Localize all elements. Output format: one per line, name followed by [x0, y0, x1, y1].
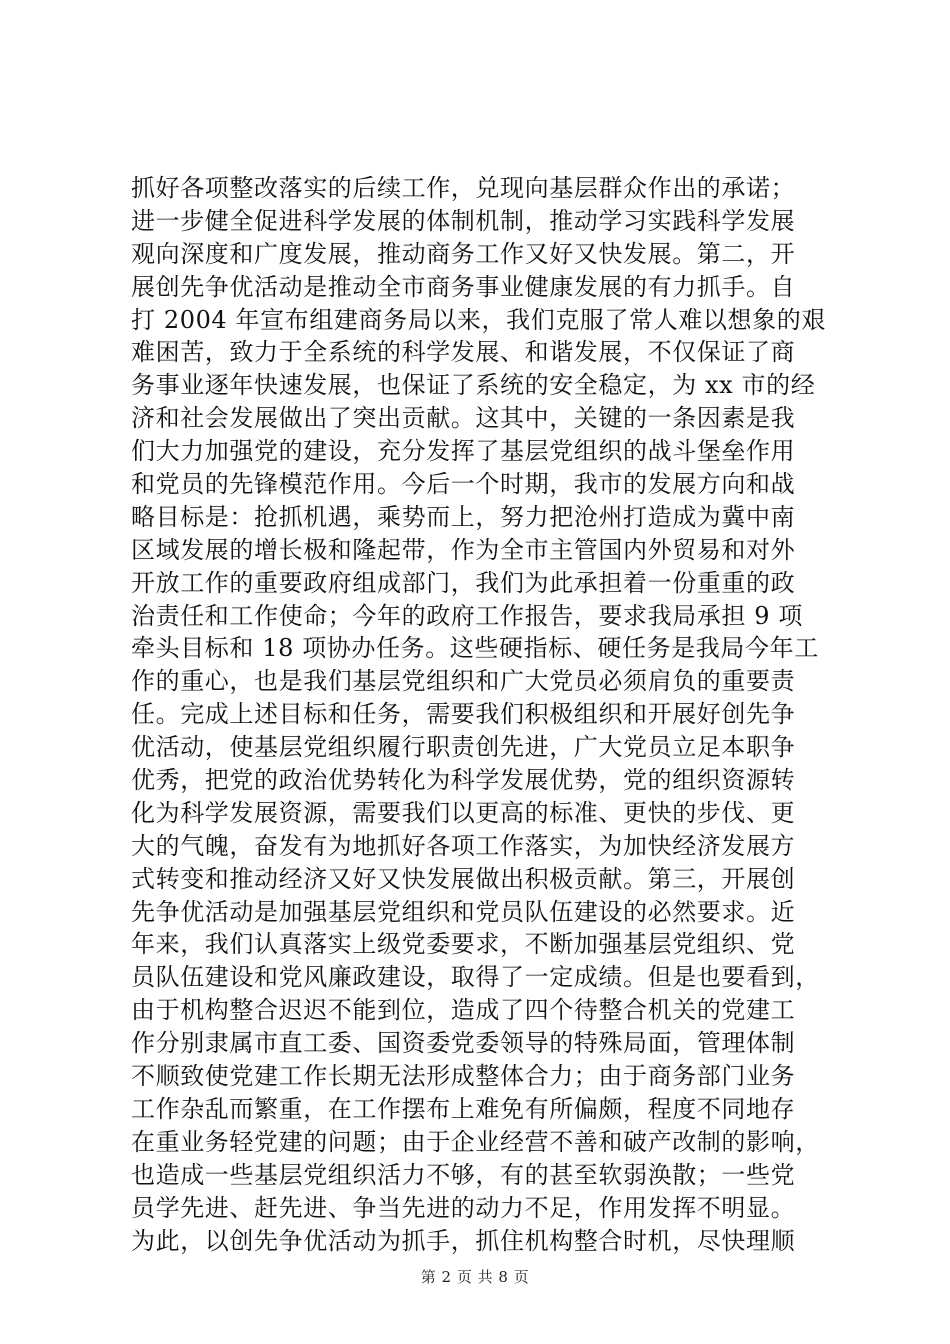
text-line: 员学先进、赶先进、争当先进的动力不足，作用发挥不明显。 — [131, 1193, 796, 1222]
text-line: 抓好各项整改落实的后续工作，兑现向基层群众作出的承诺； — [131, 174, 796, 202]
text-line: 为此，以创先争优活动为抓手，抓住机构整合时机，尽快理顺 — [131, 1226, 796, 1255]
text-line: 不顺致使党建工作长期无法形成整体合力；由于商务部门业务 — [131, 1062, 796, 1091]
text-line: 作的重心，也是我们基层党组织和广大党员必须肩负的重要责 — [131, 667, 796, 696]
text-line: 观向深度和广度发展，推动商务工作又好又快发展。第二，开 — [131, 239, 796, 268]
text-line: 牵头目标和 18 项协办任务。这些硬指标、硬任务是我局今年工 — [131, 634, 819, 663]
text-line: 大的气魄，奋发有为地抓好各项工作落实，为加快经济发展方 — [131, 831, 796, 860]
text-line: 略目标是：抢抓机遇，乘势而上，努力把沧州打造成为冀中南 — [131, 502, 796, 531]
body-text — [131, 172, 831, 1257]
text-line: 先争优活动是加强基层党组织和党员队伍建设的必然要求。近 — [131, 897, 796, 926]
text-line: 也造成一些基层党组织活力不够，有的甚至软弱涣散；一些党 — [131, 1160, 796, 1189]
text-line: 和党员的先锋模范作用。今后一个时期，我市的发展方向和战 — [131, 470, 796, 499]
text-line: 治责任和工作使命；今年的政府工作报告，要求我局承担 9 项 — [131, 601, 803, 630]
text-line: 务事业逐年快速发展，也保证了系统的安全稳定，为 xx 市的经 — [131, 371, 816, 400]
text-line: 作分别隶属市直工委、国资委党委领导的特殊局面，管理体制 — [131, 1029, 796, 1058]
text-line: 任。完成上述目标和任务，需要我们积极组织和开展好创先争 — [131, 700, 796, 729]
text-line: 化为科学发展资源，需要我们以更高的标准、更快的步伐、更 — [131, 798, 796, 827]
text-line: 在重业务轻党建的问题；由于企业经营不善和破产改制的影响， — [131, 1127, 820, 1156]
text-line: 济和社会发展做出了突出贡献。这其中，关键的一条因素是我 — [131, 404, 796, 433]
text-line: 优秀，把党的政治优势转化为科学发展优势，党的组织资源转 — [131, 766, 796, 795]
text-line: 开放工作的重要政府组成部门，我们为此承担着一份重重的政 — [131, 568, 796, 597]
text-line: 们大力加强党的建设，充分发挥了基层党组织的战斗堡垒作用 — [131, 437, 796, 466]
text-line: 员队伍建设和党风廉政建设，取得了一定成绩。但是也要看到， — [131, 963, 820, 992]
text-line: 进一步健全促进科学发展的体制机制，推动学习实践科学发展 — [131, 206, 796, 235]
text-line: 工作杂乱而繁重，在工作摆布上难免有所偏颇，程度不同地存 — [131, 1094, 796, 1123]
text-line: 年来，我们认真落实上级党委要求，不断加强基层党组织、党 — [131, 930, 796, 959]
text-line: 式转变和推动经济又好又快发展做出积极贡献。第三，开展创 — [131, 864, 796, 893]
text-line: 优活动，使基层党组织履行职责创先进，广大党员立足本职争 — [131, 733, 796, 762]
page-number-footer: 第 2 页 共 8 页 — [420, 1268, 530, 1286]
text-line: 打 2004 年宣布组建商务局以来，我们克服了常人难以想象的艰 — [131, 305, 826, 334]
text-line: 展创先争优活动是推动全市商务事业健康发展的有力抓手。自 — [131, 272, 796, 301]
text-line: 由于机构整合迟迟不能到位，造成了四个待整合机关的党建工 — [131, 996, 796, 1025]
text-line: 难困苦，致力于全系统的科学发展、和谐发展，不仅保证了商 — [131, 338, 796, 367]
text-line: 区域发展的增长极和隆起带，作为全市主管国内外贸易和对外 — [131, 535, 796, 564]
